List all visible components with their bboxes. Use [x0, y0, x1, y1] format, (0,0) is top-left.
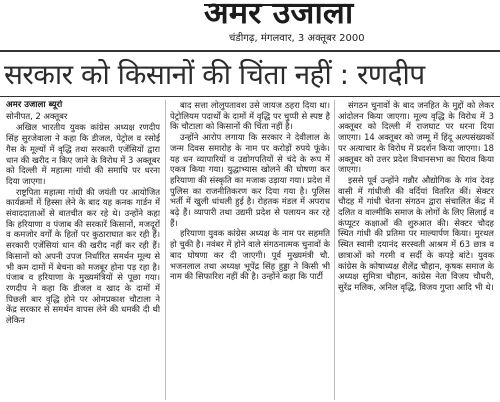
article-column-2	[170, 100, 330, 400]
paragraph: संगठन चुनावों के बाद जनहित के मुद्दों को लेकर आंदोलन किया जाएगा। मूल्य वृद्धि के विरोध में 3 अक्तूबर को दिल्ली में राजघाट पर धरना दिया जाएगा। 14 अक्तूबर को जम्मू में हिंदू अल्पसंख्यकों पर अत्याचार के विरोध में प्रदर्शन किया जाएगा। 18 अक्तूबर को उत्तर प्रदेश विधानसभा का घिराव किया जाएगा।	[338, 100, 494, 175]
dateline: चंडीगढ़, मंगलवार, 3 अक्तूबर 2000	[229, 33, 365, 44]
headline: सरकार को किसानों की चिंता नहीं : रणदीप	[4, 58, 425, 91]
paragraph: हरियाणा युवक कांग्रेस अध्यक्ष के नाम पर सहमति हो चुकी है। नवंबर में होने वाले संगठनात्मक चुनावों के बाद घोषणा कर दी जाएगी। पूर्व मुख्यमंत्री चौ. भजनलाल तथा अध्यक्ष भूपेंद्र सिंह हुड्डा ने किसी भी नाम की सिफारिश नहीं की है। उन्होंने कहा कि पार्टी	[170, 228, 330, 282]
paragraph: बाद सत्ता लोलुपतावश उसे जायज ठहरा दिया था। पेट्रोलियम पदार्थों के दामों में वृद्धि पर चुप्पी से स्पष्ट है कि चौटाला को किसानों की चिंता नहीं है।	[170, 100, 330, 132]
column-divider	[334, 100, 335, 400]
article-column-3	[338, 100, 494, 400]
newspaper-logo: अमर उजाला	[204, 0, 354, 31]
paragraph: अखिल भारतीय युवक कांग्रेस अध्यक्ष रणदीप सिंह सुरजेवाला ने कहा कि डीजल, पेट्रोल व रसोई गैस के मूल्यों में वृद्धि तथा सरकारी एजेंसियों द्वारा धान की खरीद न किए जाने के विरोध में 3 अक्तूबर को दिल्ली में महात्मा गांधी की समाधि पर धरना दिया जाएगा।	[6, 122, 160, 186]
column-divider	[165, 100, 166, 400]
paragraph: उन्होंने आरोप लगाया कि सरकार ने देवीलाल के जन्म दिवस समारोह के नाम पर करोड़ों रुपये फूंके। यह धन व्यापारियों व उद्योगपतियों से चंदे के रूप में एकत्र किया गया। युद्धाभ्यास खोलने की घोषणा कर हरियाणा की संस्कृति का मजाक उड़ाया गया। प्रदेश में पुलिस का राजनीतिकरण कर दिया गया है। पुलिस भर्ती में खुली धांधली हुई है। रोहतक मंडल में अपराध बढ़े हैं। व्यापारी तथा उद्यमी प्रदेश से पलायन कर रहे हैं।	[170, 132, 330, 228]
byline: अमर उजाला ब्यूरो	[6, 100, 63, 110]
paragraph: इससे पूर्व उन्होंने गन्नौर औद्योगिक के गांव देवड़ वासी में गांधीजी की वर्दियां वितरित कीं। सेक्टर चौदह में गांधी चेतना संगठन द्वारा संचालित केंद्र में दलित व वाल्मीकि समाज के लोगों के लिए सिलाई व कंप्यूटर कक्षाओं की शुरुआत की। सेक्टर चौदह स्थित गांधी की प्रतिमा पर माल्यार्पण किया। मुरथल स्थित स्वामी दयानंद सरस्वती आश्रम में 63 छात्र व छात्राओं को गरमी व सर्दी के कपड़े बांटे। युवक कांग्रेस के कोषाध्यक्ष शैलेंद्र चौहान, कृषक समाज के अध्यक्ष सुमित्रा चौहान, कांग्रेस नेता विजय चौधरी, सुरेंद्र मलिक, अनिल वृद्धि, विजय गुप्ता आदि भी थे।	[338, 174, 494, 292]
article-column-1	[6, 100, 160, 400]
top-rule	[0, 50, 500, 52]
masthead	[0, 0, 500, 46]
dateline-place: सोनीपत, 2 अक्तूबर	[6, 110, 68, 121]
paragraph: राष्ट्रपिता महात्मा गांधी की जयंती पर आयोजित कार्यक्रमों में हिस्सा लेने के बाद यह कनक गार्डन में संवाददाताओं से बातचीत कर रहे थे। उन्होंने कहा कि हरियाणा व पंजाब की सरकारें किसानों, मजदूरों व कमजोर वर्गों के हितों पर कुठाराघात कर रही हैं। सरकारी एजेंसियां धान की खरीद नहीं कर रही हैं। किसानों को अपनी उपज निर्धारित समर्थन मूल्य से भी कम दामों में बेचना को मजबूर होना पड़ रहा है। पंजाब व हरियाणा के मुख्यमंत्रियों से पूछा गया। रणदीप ने कहा कि डीजल व खाद के दामों में पिछली बार वृद्धि होने पर ओमप्रकाश चौटाला ने केंद्र सरकार से समर्थन वापस लेने की धमकी दी थी लेकिन	[6, 186, 160, 326]
headline-rule	[0, 96, 500, 97]
